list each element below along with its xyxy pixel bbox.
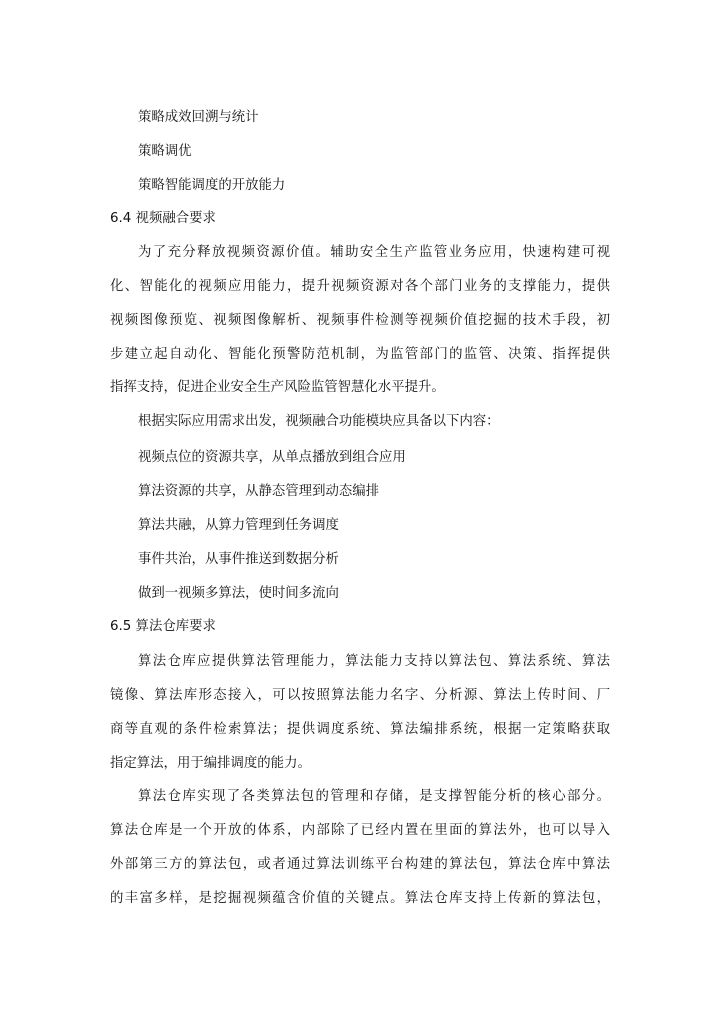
paragraph-line: 为了充分释放视频资源价值。辅助安全生产监管业务应用，快速构建可视 xyxy=(138,245,610,260)
paragraph-line: 商等直观的条件检索算法；提供调度系统、算法编排系统，根据一定策略获取 xyxy=(110,722,610,737)
paragraph-line: 外部第三方的算法包，或者通过算法训练平台构建的算法包，算法仓库中算法 xyxy=(110,857,610,872)
requirement-item: 算法资源的共享，从静态管理到动态编排 xyxy=(138,484,380,499)
paragraph-line: 步建立起自动化、智能化预警防范机制，为监管部门的监管、决策、指挥提供 xyxy=(110,347,610,362)
paragraph-line: 算法仓库应提供算法管理能力，算法能力支持以算法包、算法系统、算法 xyxy=(138,654,610,669)
paragraph-line: 视频图像预览、视频图像解析、视频事件检测等视频价值挖掘的技术手段，初 xyxy=(110,313,610,328)
strategy-item: 策略成效回溯与统计 xyxy=(138,110,259,125)
paragraph-line: 镜像、算法库形态接入，可以按照算法能力名字、分析源、算法上传时间、厂 xyxy=(110,688,610,703)
strategy-item: 策略调优 xyxy=(138,144,192,159)
requirement-item: 事件共治，从事件推送到数据分析 xyxy=(138,552,339,567)
requirement-lead: 根据实际应用需求出发，视频融合功能模块应具备以下内容： xyxy=(138,414,500,429)
requirement-item: 算法共融，从算力管理到任务调度 xyxy=(138,518,339,533)
section-heading-6-5: 6.5 算法仓库要求 xyxy=(110,619,216,634)
paragraph-line: 指定算法，用于编排调度的能力。 xyxy=(110,756,311,771)
section-heading-6-4: 6.4 视频融合要求 xyxy=(110,211,216,226)
paragraph-line: 指挥支持，促进企业安全生产风险监管智慧化水平提升。 xyxy=(110,380,445,395)
paragraph-line: 化、智能化的视频应用能力，提升视频资源对各个部门业务的支撑能力，提供 xyxy=(110,279,610,294)
requirement-item: 做到一视频多算法，使时间多流向 xyxy=(138,586,339,601)
paragraph-line: 算法仓库实现了各类算法包的管理和存储，是支撑智能分析的核心部分。 xyxy=(138,789,610,804)
paragraph-line: 的丰富多样，是挖掘视频蕴含价值的关键点。算法仓库支持上传新的算法包， xyxy=(110,891,610,906)
paragraph-line: 算法仓库是一个开放的体系，内部除了已经内置在里面的算法外，也可以导入 xyxy=(110,823,610,838)
strategy-item: 策略智能调度的开放能力 xyxy=(138,178,286,193)
requirement-item: 视频点位的资源共享，从单点播放到组合应用 xyxy=(138,450,406,465)
